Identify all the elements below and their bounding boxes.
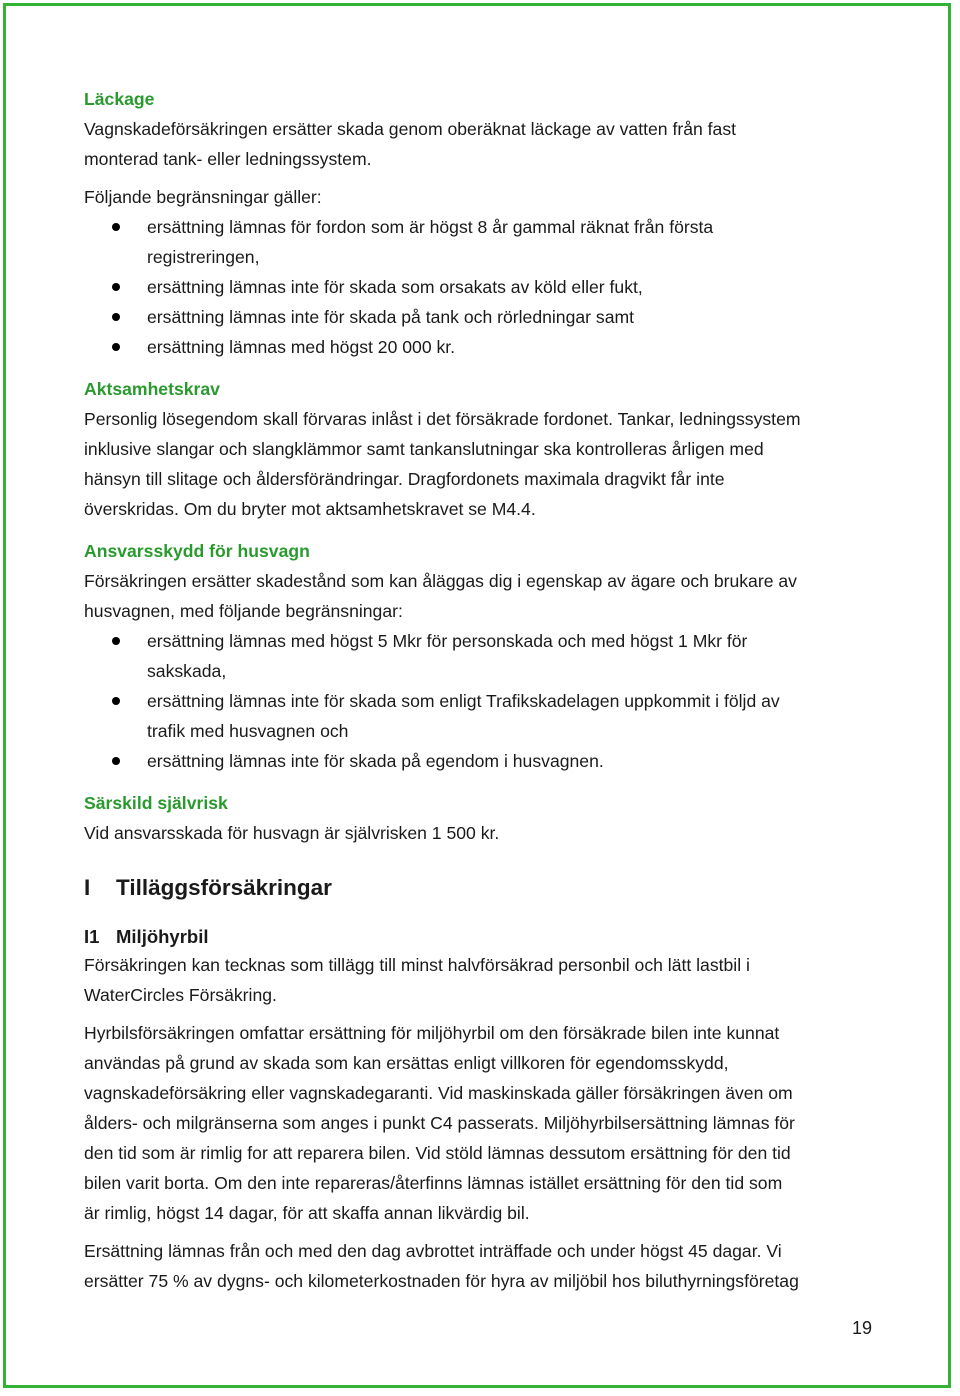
paragraph-line: ersätter 75 % av dygns- och kilometerkostnaden för hyra av miljöbil hos biluthyrningsföretag <box>84 1271 799 1291</box>
list-item: ersättning lämnas med högst 5 Mkr för personskada och med högst 1 Mkr för sakskada, <box>84 626 884 686</box>
subsection-heading-i1 <box>84 924 884 950</box>
bullet-icon <box>112 343 120 351</box>
paragraph-line: överskridas. Om du bryter mot aktsamhetskravet se M4.4. <box>84 499 536 519</box>
paragraph-line: inklusive slangar och slangklämmor samt tankanslutningar ska kontrolleras årligen med <box>84 439 764 459</box>
section-number: I <box>84 875 91 900</box>
paragraph-line: Hyrbilsförsäkringen omfattar ersättning för miljöhyrbil om den försäkrade bilen inte kunnat <box>84 1023 780 1043</box>
subsection-title: Miljöhyrbil <box>116 926 209 947</box>
subsection-number: I1 <box>84 926 100 947</box>
heading-ansvarsskydd: Ansvarsskydd för husvagn <box>84 541 310 561</box>
heading-aktsamhetskrav: Aktsamhetskrav <box>84 379 220 399</box>
document-body <box>84 84 884 1296</box>
paragraph-line: WaterCircles Försäkring. <box>84 985 277 1005</box>
paragraph-line: monterad tank- eller ledningssystem. <box>84 149 372 169</box>
bullet-icon <box>112 697 120 705</box>
heading-sarskild-sjalvrisk: Särskild självrisk <box>84 793 228 813</box>
paragraph-line: vagnskadeförsäkring eller vagnskadegaranti. Vid maskinskada gäller försäkringen även om <box>84 1083 793 1103</box>
paragraph-line: Vid ansvarsskada för husvagn är självrisken 1 500 kr. <box>84 823 500 843</box>
bullet-icon <box>112 223 120 231</box>
bullet-icon <box>112 637 120 645</box>
paragraph-line: den tid som är rimlig for att reparera bilen. Vid stöld lämnas dessutom ersättning för den tid <box>84 1143 791 1163</box>
paragraph-line: användas på grund av skada som kan ersättas enligt villkoren för egendomsskydd, <box>84 1053 729 1073</box>
paragraph-line: Följande begränsningar gäller: <box>84 187 322 207</box>
bullet-icon <box>112 757 120 765</box>
paragraph-line: är rimlig, högst 14 dagar, för att skaffa annan likvärdig bil. <box>84 1203 530 1223</box>
heading-lackage: Läckage <box>84 89 155 109</box>
paragraph-line: Ersättning lämnas från och med den dag avbrottet inträffade och under högst 45 dagar. Vi <box>84 1241 782 1261</box>
paragraph-line: husvagnen, med följande begränsningar: <box>84 601 403 621</box>
list-item: ersättning lämnas inte för skada som enligt Trafikskadelagen uppkommit i följd av trafik med husvagnen och <box>84 686 884 746</box>
bullet-list-ansvar <box>84 626 884 776</box>
bullet-list-lackage <box>84 212 884 362</box>
paragraph-line: Personlig lösegendom skall förvaras inlåst i det försäkrade fordonet. Tankar, ledningssystem <box>84 409 801 429</box>
page-number: 19 <box>852 1318 873 1338</box>
paragraph-line: Försäkringen kan tecknas som tillägg till minst halvförsäkrad personbil och lätt lastbil i <box>84 955 750 975</box>
list-item: ersättning lämnas med högst 20 000 kr. <box>84 332 884 362</box>
paragraph-line: hänsyn till slitage och åldersförändringar. Dragfordonets maximala dragvikt får inte <box>84 469 725 489</box>
section-heading-i <box>84 874 884 902</box>
bullet-icon <box>112 283 120 291</box>
list-item: ersättning lämnas inte för skada som orsakats av köld eller fukt, <box>84 272 884 302</box>
section-title: Tilläggsförsäkringar <box>116 875 332 900</box>
list-item: ersättning lämnas inte för skada på tank och rörledningar samt <box>84 302 884 332</box>
paragraph-line: Vagnskadeförsäkringen ersätter skada genom oberäknat läckage av vatten från fast <box>84 119 737 139</box>
paragraph-line: bilen varit borta. Om den inte repareras/återfinns lämnas istället ersättning för den tid som <box>84 1173 783 1193</box>
list-item: ersättning lämnas inte för skada på egendom i husvagnen. <box>84 746 884 776</box>
list-item: ersättning lämnas för fordon som är högst 8 år gammal räknat från första registreringen, <box>84 212 884 272</box>
paragraph-line: ålders- och milgränserna som anges i punkt C4 passerats. Miljöhyrbilsersättning lämnas för <box>84 1113 795 1133</box>
bullet-icon <box>112 313 120 321</box>
paragraph-line: Försäkringen ersätter skadestånd som kan åläggas dig i egenskap av ägare och brukare av <box>84 571 797 591</box>
